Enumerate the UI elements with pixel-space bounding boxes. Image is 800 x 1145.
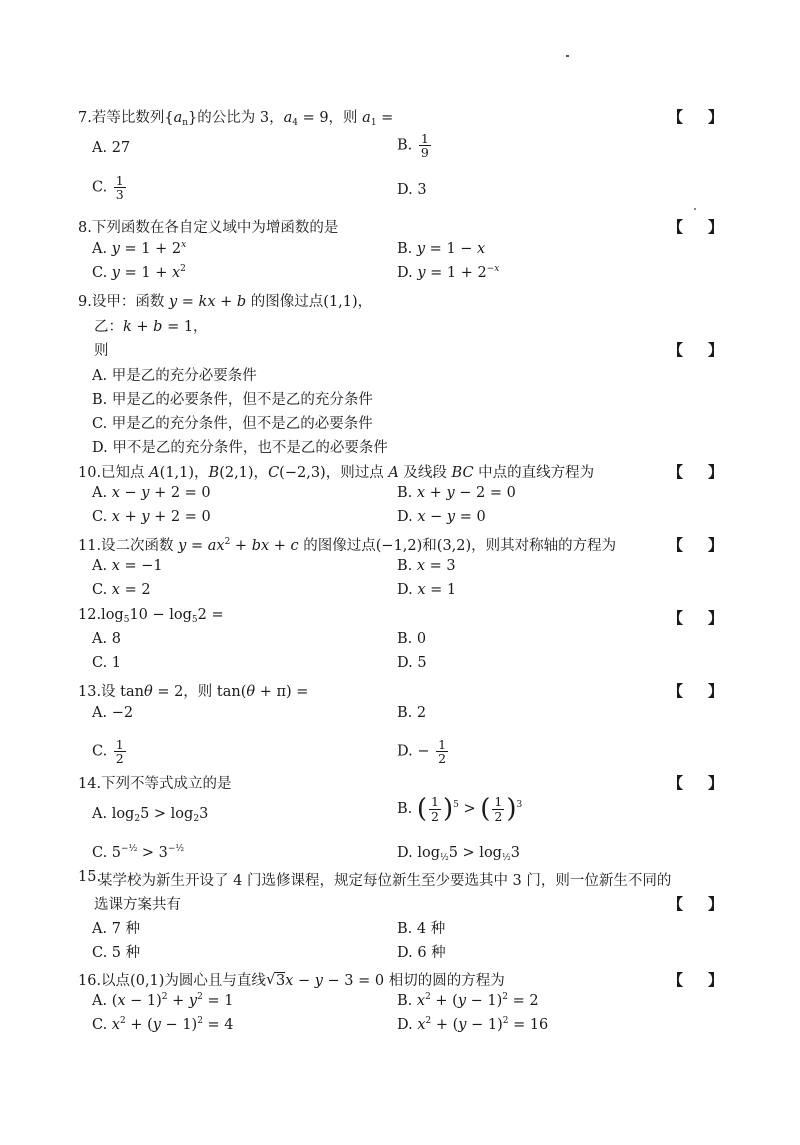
option-c: C. 1 bbox=[92, 655, 122, 671]
option-c: C. 5 种 bbox=[92, 945, 141, 961]
option-b: B. $\frac{1}{9}$ bbox=[397, 131, 429, 161]
option-d: D. 5 bbox=[397, 655, 427, 671]
question-stem: 乙：k + b = 1， bbox=[94, 319, 208, 335]
option-a: A. 8 bbox=[92, 631, 121, 647]
option-a: A. x − y + 2 = 0 bbox=[92, 485, 211, 501]
scan-mark bbox=[694, 208, 696, 210]
option-d: D. $x^2 + (y - 1)^2 = 16$ bbox=[397, 1016, 549, 1033]
question-stem: 13.设 tanθ = 2，则 tan(θ + π) = bbox=[78, 684, 309, 700]
question-stem-text: 某学校为新生开设了 4 门选修课程，规定每位新生至少要选其中 3 门，则一位新生不同的 bbox=[98, 873, 672, 889]
option-a: A. 27 bbox=[92, 140, 131, 156]
option-c: C. x + y + 2 = 0 bbox=[92, 509, 211, 525]
option-a: A. $(x - 1)^2 + y^2 = 1$ bbox=[92, 992, 234, 1009]
option-c: C. x = 2 bbox=[92, 582, 151, 598]
option-c: C. 甲是乙的充分条件，但不是乙的必要条件 bbox=[92, 416, 373, 432]
option-b: B. x + y − 2 = 0 bbox=[397, 485, 516, 501]
option-d: D. − $\frac{1}{2}$ bbox=[397, 737, 447, 767]
option-b: B. ( $\frac{1}{2}$ )$^5$ > ( $\frac{1}{2}$ )$^3$ bbox=[397, 794, 523, 824]
option-d: D. $\log_{\frac{1}{2}}5 > \log_{\frac{1}{2}}3$ bbox=[397, 845, 520, 863]
question-stem: 8.下列函数在各自定义域中为增函数的是 bbox=[78, 220, 339, 236]
scan-mark bbox=[566, 55, 569, 57]
option-a: A. $\log_25 > \log_23$ bbox=[92, 806, 209, 824]
option-b: B. 甲是乙的必要条件，但不是乙的充分条件 bbox=[92, 392, 373, 408]
option-d: D. 6 种 bbox=[397, 945, 446, 961]
question-stem: 15. bbox=[78, 869, 102, 885]
option-b: B. 0 bbox=[397, 631, 427, 647]
question-stem: 9.设甲：函数 y = kx + b 的图像过点(1,1)， bbox=[78, 294, 373, 310]
option-a: A. 7 种 bbox=[92, 921, 141, 937]
option-b: B. $x^2 + (y - 1)^2 = 2$ bbox=[397, 992, 539, 1009]
question-stem: $12.\log_510 - \log_52$ = bbox=[78, 607, 224, 625]
option-b: B. x = 3 bbox=[397, 558, 456, 574]
option-b: B. y = 1 − x bbox=[397, 241, 486, 257]
option-d: D. x = 1 bbox=[397, 582, 457, 598]
option-a: A. x = −1 bbox=[92, 558, 163, 574]
question-stem: 7.若等比数列$\{a_n\}$的公比为 3，$a_4 = 9$，则 $a_1$ = bbox=[78, 110, 394, 128]
option-b: B. 2 bbox=[397, 705, 427, 721]
question-stem: 则 bbox=[94, 343, 109, 359]
question-stem: 10.已知点 A(1,1)，B(2,1)，C(−2,3)，则过点 A 及线段 BC 中点的直线方程为 bbox=[78, 465, 595, 481]
option-c: C. $5^{-\frac{1}{2}} > 3^{-\frac{1}{2}}$ bbox=[92, 844, 185, 861]
question-stem: 11.设二次函数 $y = ax^2$ + bx + c 的图像过点(−1,2)和(3,2)，则其对称轴的方程为 bbox=[78, 537, 617, 554]
option-a: A. $y = 1 + 2^x$ bbox=[92, 240, 187, 257]
option-b: B. 4 种 bbox=[397, 921, 446, 937]
option-a: A. −2 bbox=[92, 705, 134, 721]
option-d: D. $y = 1 + 2^{-x}$ bbox=[397, 264, 500, 281]
option-c: C. $y = 1 + x^2$ bbox=[92, 264, 186, 281]
option-d: D. 3 bbox=[397, 182, 427, 198]
option-d: D. 甲不是乙的充分条件，也不是乙的必要条件 bbox=[92, 440, 388, 456]
option-a: A. 甲是乙的充分必要条件 bbox=[92, 368, 257, 384]
question-stem: 16.以点(0,1)为圆心且与直线 √ 3x − y − 3 = 0 相切的圆的方程为 bbox=[78, 970, 505, 989]
option-c: C. $\frac{1}{3}$ bbox=[92, 173, 124, 203]
option-c: C. $\frac{1}{2}$ bbox=[92, 737, 124, 767]
option-d: D. x − y = 0 bbox=[397, 509, 486, 525]
question-stem: 选课方案共有 bbox=[94, 897, 181, 913]
option-c: C. $x^2 + (y - 1)^2 = 4$ bbox=[92, 1016, 234, 1033]
question-stem: 14.下列不等式成立的是 bbox=[78, 776, 232, 792]
